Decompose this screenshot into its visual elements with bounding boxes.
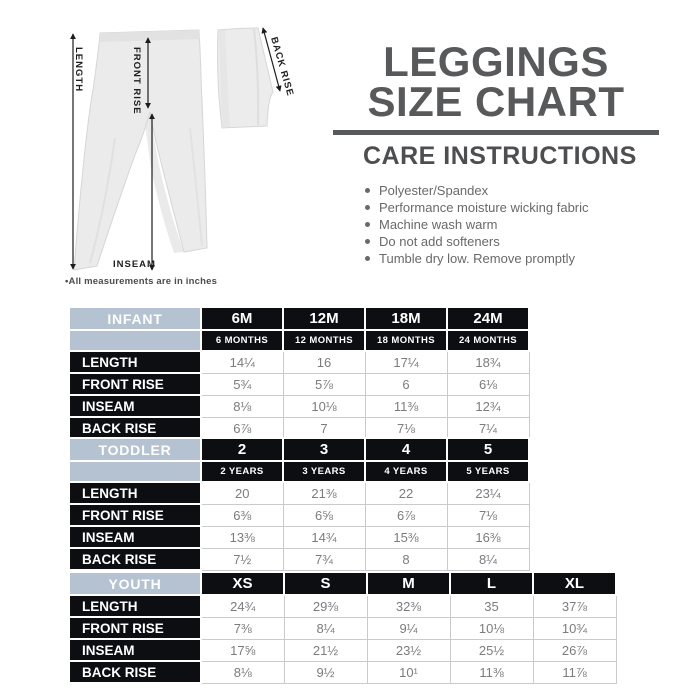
measurement-label-cell: FRONT RISE — [69, 373, 201, 395]
measurement-value-cell: 29⅜ — [284, 595, 367, 617]
measurement-value-cell: 16⅜ — [447, 526, 529, 548]
measurement-value-cell: 11⅜ — [365, 395, 447, 417]
measurement-value-cell: 6⅞ — [365, 504, 447, 526]
measurement-value-cell: 13⅜ — [201, 526, 283, 548]
measurement-label-cell: FRONT RISE — [69, 617, 201, 639]
measurement-value-cell: 9¼ — [367, 617, 450, 639]
front-rise-label: FRONT RISE — [131, 47, 142, 115]
measurement-value-cell: 26⅞ — [533, 639, 616, 661]
measurement-value-cell: 8⅛ — [201, 395, 283, 417]
care-instruction-item — [363, 182, 663, 199]
measurement-value-cell: 8¼ — [284, 617, 367, 639]
page-title-line1: LEGGINGS — [383, 38, 609, 85]
measurement-row — [69, 351, 529, 373]
measurement-value-cell: 12¾ — [447, 395, 529, 417]
measurement-value-cell: 8¼ — [447, 548, 529, 570]
size-subheader-cell: 18 MONTHS — [365, 330, 447, 351]
bullet-icon — [365, 188, 370, 193]
measurement-value-cell: 9½ — [284, 661, 367, 683]
measurement-row — [69, 595, 616, 617]
measurement-row — [69, 617, 616, 639]
table-group-name-empty-cell — [69, 461, 201, 482]
measurement-value-cell: 7¾ — [283, 548, 365, 570]
care-instructions-heading: CARE INSTRUCTIONS — [363, 142, 637, 170]
care-instruction-text: Performance moisture wicking fabric — [379, 200, 589, 215]
size-header-cell: 3 — [283, 438, 365, 461]
size-header-cell: 4 — [365, 438, 447, 461]
bullet-icon — [365, 222, 370, 227]
measurement-value-cell: 7 — [283, 417, 365, 439]
care-instruction-text: Polyester/Spandex — [379, 183, 489, 198]
measurement-value-cell: 17¼ — [365, 351, 447, 373]
measurement-value-cell: 35 — [450, 595, 533, 617]
care-instruction-item — [363, 250, 663, 267]
measurement-label-cell: INSEAM — [69, 639, 201, 661]
measurement-value-cell: 23¼ — [447, 482, 529, 504]
measurement-value-cell: 21½ — [284, 639, 367, 661]
measurement-label-cell: BACK RISE — [69, 661, 201, 683]
measurement-value-cell: 5⅞ — [283, 373, 365, 395]
measurement-value-cell: 10¹ — [367, 661, 450, 683]
measurement-value-cell: 32⅜ — [367, 595, 450, 617]
care-instructions-list — [363, 182, 663, 267]
size-header-cell: M — [367, 572, 450, 595]
measurement-value-cell: 11⅜ — [450, 661, 533, 683]
measurement-value-cell: 16 — [283, 351, 365, 373]
measurement-value-cell: 7⅜ — [201, 617, 284, 639]
diagram-svg — [55, 18, 305, 280]
size-table-toddler — [68, 437, 530, 571]
size-subheader-cell: 5 YEARS — [447, 461, 529, 482]
youth-table-container — [68, 571, 617, 684]
measurement-value-cell: 21⅜ — [283, 482, 365, 504]
measurement-value-cell: 7½ — [201, 548, 283, 570]
measurement-value-cell: 10⅛ — [283, 395, 365, 417]
measurement-value-cell: 17⅝ — [201, 639, 284, 661]
care-instruction-text: Do not add softeners — [379, 234, 500, 249]
measurement-value-cell: 7¼ — [447, 417, 529, 439]
table-group-name-cell: INFANT — [69, 307, 201, 330]
measurement-value-cell: 25½ — [450, 639, 533, 661]
care-instruction-item — [363, 233, 663, 250]
measurement-row — [69, 417, 529, 439]
size-header-cell: XS — [201, 572, 284, 595]
measurement-value-cell: 24¾ — [201, 595, 284, 617]
size-header-cell: 2 — [201, 438, 283, 461]
measurement-row — [69, 482, 529, 504]
size-subheader-cell: 12 MONTHS — [283, 330, 365, 351]
inseam-label: INSEAM — [113, 259, 156, 270]
care-instruction-item — [363, 216, 663, 233]
measurement-row — [69, 548, 529, 570]
size-subheader-cell: 6 MONTHS — [201, 330, 283, 351]
infant-table-container — [68, 306, 530, 440]
measurement-label-cell: INSEAM — [69, 395, 201, 417]
measurement-label-cell: LENGTH — [69, 482, 201, 504]
measurement-value-cell: 23½ — [367, 639, 450, 661]
measurements-note: •All measurements are in inches — [65, 276, 218, 287]
size-header-cell: 12M — [283, 307, 365, 330]
measurement-value-cell: 5¾ — [201, 373, 283, 395]
care-instruction-item — [363, 199, 663, 216]
measurement-value-cell: 6⅞ — [201, 417, 283, 439]
size-header-cell: 6M — [201, 307, 283, 330]
leggings-measurement-diagram — [55, 18, 305, 280]
title-divider — [333, 130, 659, 135]
title-block — [333, 38, 659, 135]
measurement-value-cell: 7⅛ — [365, 417, 447, 439]
measurement-value-cell: 6 — [365, 373, 447, 395]
measurement-label-cell: LENGTH — [69, 595, 201, 617]
back-rise-label: BACK RISE — [268, 35, 296, 98]
size-subheader-cell: 2 YEARS — [201, 461, 283, 482]
size-table-infant — [68, 306, 530, 440]
page-title-line2: SIZE CHART — [367, 78, 625, 125]
measurement-value-cell: 14¾ — [283, 526, 365, 548]
measurement-value-cell: 37⅞ — [533, 595, 616, 617]
size-table-youth — [68, 571, 617, 684]
size-header-cell: L — [450, 572, 533, 595]
care-instructions-section — [363, 142, 663, 267]
size-header-cell: 5 — [447, 438, 529, 461]
size-header-cell: 24M — [447, 307, 529, 330]
measurement-value-cell: 8 — [365, 548, 447, 570]
measurement-label-cell: BACK RISE — [69, 548, 201, 570]
table-group-name-empty-cell — [69, 330, 201, 351]
size-header-cell: 18M — [365, 307, 447, 330]
leggings-back-fold-illustration — [218, 28, 274, 128]
bullet-icon — [365, 256, 370, 261]
measurement-row — [69, 504, 529, 526]
measurement-value-cell: 8⅛ — [201, 661, 284, 683]
measurement-label-cell: INSEAM — [69, 526, 201, 548]
measurement-value-cell: 18¾ — [447, 351, 529, 373]
size-header-cell: S — [284, 572, 367, 595]
measurement-value-cell: 6⅛ — [447, 373, 529, 395]
size-subheader-cell: 24 MONTHS — [447, 330, 529, 351]
measurement-row — [69, 639, 616, 661]
measurement-row — [69, 395, 529, 417]
size-header-cell: XL — [533, 572, 616, 595]
measurement-value-cell: 15⅜ — [365, 526, 447, 548]
measurement-value-cell: 20 — [201, 482, 283, 504]
care-instruction-text: Machine wash warm — [379, 217, 498, 232]
bullet-icon — [365, 205, 370, 210]
measurement-value-cell: 10⅛ — [450, 617, 533, 639]
length-label: LENGTH — [73, 47, 84, 93]
bullet-icon — [365, 239, 370, 244]
size-subheader-cell: 4 YEARS — [365, 461, 447, 482]
measurement-value-cell: 14¼ — [201, 351, 283, 373]
measurement-label-cell: LENGTH — [69, 351, 201, 373]
measurement-value-cell: 6⅜ — [201, 504, 283, 526]
measurement-label-cell: FRONT RISE — [69, 504, 201, 526]
measurement-label-cell: BACK RISE — [69, 417, 201, 439]
size-subheader-cell: 3 YEARS — [283, 461, 365, 482]
measurement-value-cell: 6⅝ — [283, 504, 365, 526]
care-instruction-text: Tumble dry low. Remove promptly — [379, 251, 576, 266]
table-group-name-cell: YOUTH — [69, 572, 201, 595]
measurement-value-cell: 11⅞ — [533, 661, 616, 683]
measurement-row — [69, 373, 529, 395]
measurement-row — [69, 661, 616, 683]
measurement-value-cell: 10¾ — [533, 617, 616, 639]
measurement-value-cell: 7⅛ — [447, 504, 529, 526]
measurement-row — [69, 526, 529, 548]
measurement-value-cell: 22 — [365, 482, 447, 504]
table-group-name-cell: TODDLER — [69, 438, 201, 461]
toddler-table-container — [68, 437, 530, 571]
